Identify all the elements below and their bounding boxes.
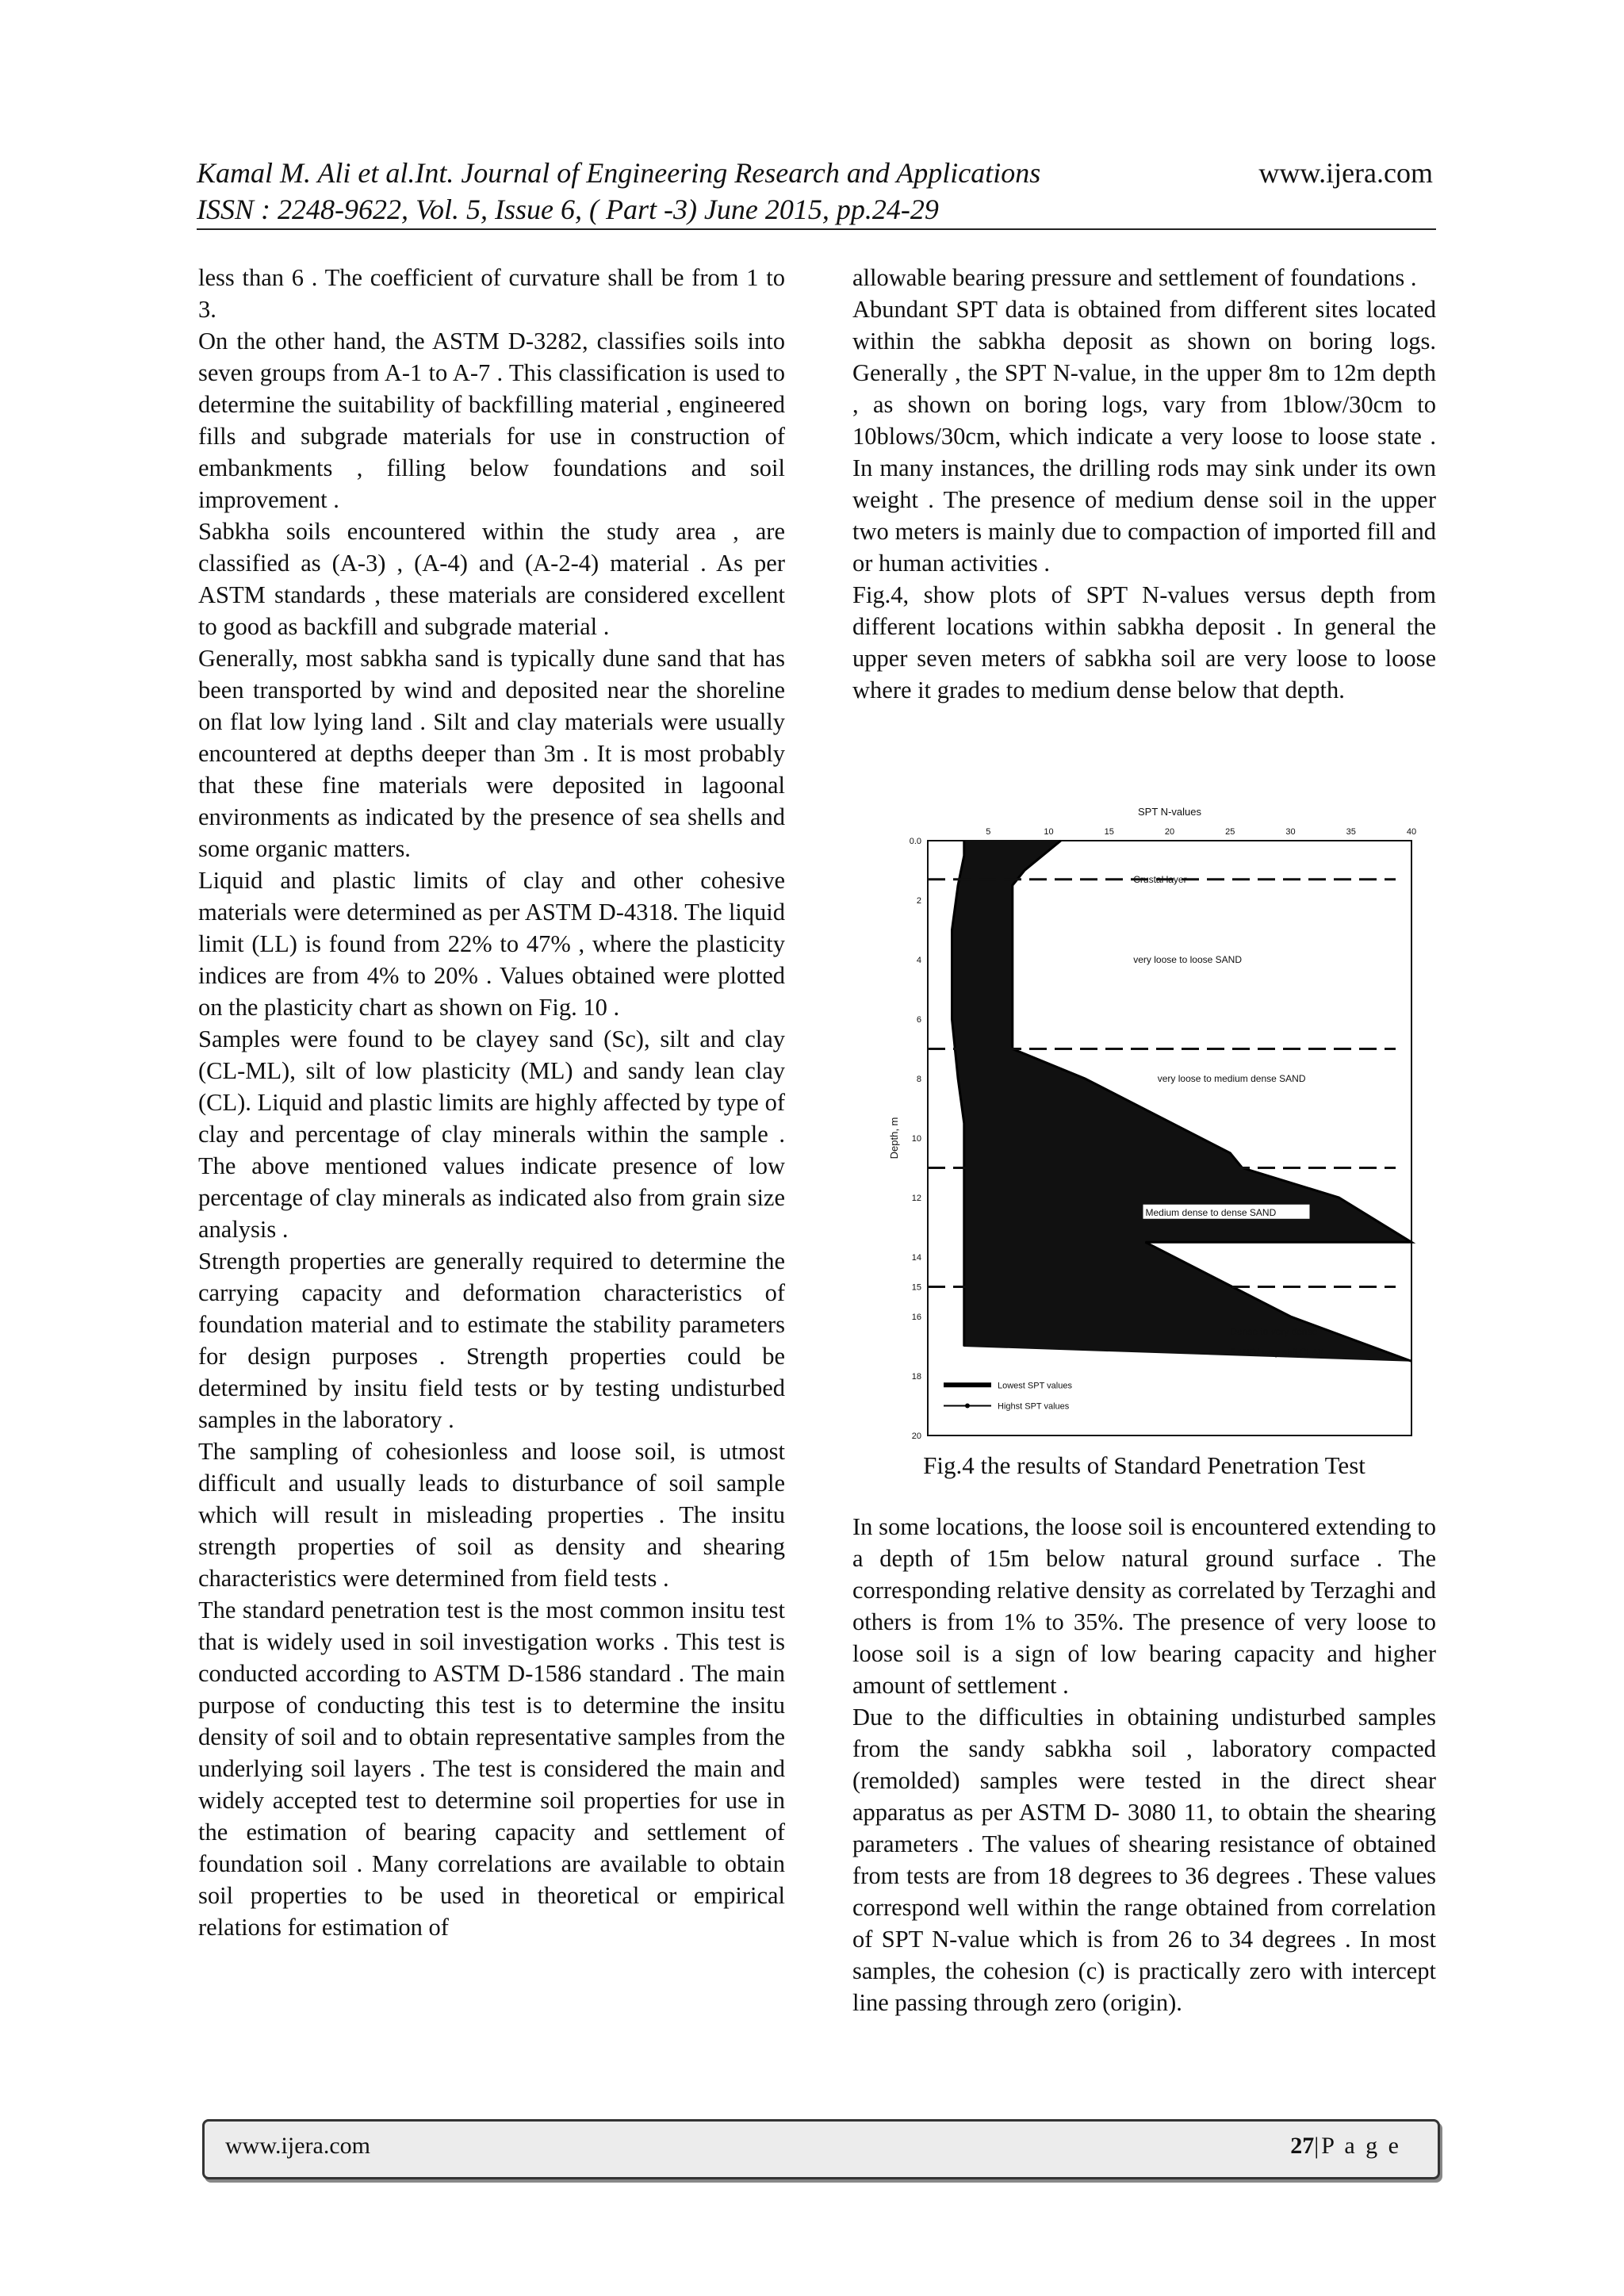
paragraph: In some locations, the loose soil is encountered extending to a depth of 15m below natural ground surface . The corresponding relative density as correlated by Terzaghi and others is from 1% to 35%. The presence of very loose to loose soil is a sign of low bearing capacity and higher amount of settlement . <box>852 1513 1436 1699</box>
layer-label: very loose to medium dense SAND <box>1157 1073 1306 1084</box>
y-axis-label: Depth, m <box>888 1117 900 1159</box>
page-num: 27 <box>1290 2133 1315 2159</box>
paragraph: allowable bearing pressure and settlement of foundations . <box>852 264 1417 291</box>
page-footer <box>202 2119 1440 2179</box>
y-tick-label: 15 <box>911 1282 921 1293</box>
spt-chart <box>880 801 1427 1443</box>
x-tick-label: 40 <box>1406 827 1417 837</box>
layer-label: Crustal layer <box>1133 873 1187 885</box>
right-column-top <box>852 262 1436 706</box>
y-tick-label: 12 <box>911 1194 921 1203</box>
figure-caption: Fig.4 the results of Standard Penetration Test <box>923 1451 1365 1479</box>
page-number <box>1290 2133 1401 2160</box>
legend-highest-marker <box>965 1404 970 1409</box>
paragraph: Fig.4, show plots of SPT N-values versus depth from different locations within sabkha deposit . In general the upper seven meters of sabkha soil are very loose to loose where it grades to medium dense below that depth. <box>852 581 1436 703</box>
layer-label: Medium dense to dense SAND <box>1145 1206 1277 1218</box>
paragraph: The standard penetration test is the most common insitu test that is widely used in soil investigation works . This test is conducted according to ASTM D-1586 standard . The main purpose of conducting this test is to determine the insitu density of soil and to obtain representative samples from the underlying soil layers . The test is considered the main and widely accepted test to determine soil properties for use in the estimation of bearing capacity and settlement of foundation soil . Many correlations are available to obtain soil properties to be used in theoretical or empirical relations for estimation of <box>198 1596 785 1941</box>
y-tick-label: 0.0 <box>909 837 921 846</box>
y-tick-label: 20 <box>911 1432 921 1441</box>
paragraph: less than 6 . The coefficient of curvature shall be from 1 to 3. <box>198 264 785 323</box>
footer-site[interactable]: www.ijera.com <box>225 2133 370 2159</box>
y-tick-label: 8 <box>916 1075 921 1084</box>
journal-line-2: ISSN : 2248-9622, Vol. 5, Issue 6, ( Part -3) June 2015, pp.24-29 <box>197 194 939 225</box>
x-tick-label: 20 <box>1164 827 1175 837</box>
chart-title: SPT N-values <box>1138 806 1201 818</box>
x-tick-label: 35 <box>1346 827 1356 837</box>
layer-label: very loose to loose SAND <box>1133 954 1242 965</box>
page-header <box>197 155 1436 228</box>
legend-highest-label: Highst SPT values <box>998 1401 1070 1412</box>
paragraph: Due to the difficulties in obtaining undisturbed samples from the sandy sabkha soil , laboratory compacted (remolded) samples were tested in the direct shear apparatus as per ASTM D- 3080 11, to obtain the shearing parameters . The values of shearing resistance of obtained from tests are from 18 degrees to 36 degrees . These values correspond well within the range obtained from correlation of SPT N-value which is from 26 to 34 degrees . In most samples, the cohesion (c) is practically zero with intercept line passing through zero (origin). <box>852 1704 1436 2016</box>
page-word: |P a g e <box>1314 2133 1401 2159</box>
paragraph: Samples were found to be clayey sand (Sc), silt and clay (CL-ML), silt of low plasticity (ML) and sandy lean clay (CL). Liquid and plastic limits are highly affected by type of clay and percentage of clay minerals within the sample . The above mentioned values indicate presence of low percentage of clay minerals as indicated also from grain size analysis . <box>198 1025 785 1243</box>
left-column <box>198 262 785 1943</box>
y-tick-label: 18 <box>911 1372 921 1382</box>
y-tick-label: 6 <box>916 1015 921 1025</box>
paragraph: Sabkha soils encountered within the study area , are classified as (A-3) , (A-4) and (A-2-4) material . As per ASTM standards , these materials are considered excellent to good as backfill and subgrade material . <box>198 518 785 640</box>
layer-label: SAND/ very stiff CLAY <box>1230 1347 1324 1358</box>
paragraph: Abundant SPT data is obtained from different sites located within the sabkha deposit as shown on boring logs. Generally , the SPT N-value, in the upper 8m to 12m depth , as shown on boring logs, vary from 1blow/30cm to 10blows/30cm, which indicate a very loose to loose state . In many instances, the drilling rods may sink under its own weight . The presence of medium dense soil in the upper two meters is mainly due to compaction of imported fill and or human activities . <box>852 296 1436 577</box>
y-tick-label: 10 <box>911 1134 921 1144</box>
y-tick-label: 2 <box>916 896 921 906</box>
header-rule <box>197 228 1436 230</box>
spt-figure <box>880 801 1427 1443</box>
y-tick-label: 4 <box>916 956 921 965</box>
legend-lowest-label: Lowest SPT values <box>998 1381 1072 1391</box>
layer-label: Dense to very dense <box>1230 1325 1318 1337</box>
paragraph: Generally, most sabkha sand is typically dune sand that has been transported by wind and deposited near the shoreline on flat low lying land . Silt and clay materials were usually encountered at depths deeper than 3m . It is most probably that these fine materials were deposited in lagoonal environments as indicated by the presence of sea shells and some organic matters. <box>198 645 785 862</box>
x-tick-label: 30 <box>1285 827 1296 837</box>
paragraph: Strength properties are generally required to determine the carrying capacity and deformation characteristics of foundation material and to estimate the stability parameters for design purposes . Strength properties could be determined by insitu field tests or by testing undisturbed samples in the laboratory . <box>198 1248 785 1433</box>
y-tick-label: 14 <box>911 1253 921 1263</box>
paragraph: The sampling of cohesionless and loose soil, is utmost difficult and usually leads to disturbance of soil sample which will result in misleading properties . The insitu strength properties of soil as density and shearing characteristics were determined from field tests . <box>198 1438 785 1592</box>
x-tick-label: 25 <box>1225 827 1235 837</box>
paragraph: Liquid and plastic limits of clay and other cohesive materials were determined as per ASTM D-4318. The liquid limit (LL) is found from 22% to 47% , where the plasticity indices are from 4% to 20% . Values obtained were plotted on the plasticity chart as shown on Fig. 10 . <box>198 867 785 1021</box>
spt-range-band <box>952 841 1412 1361</box>
header-site[interactable]: www.ijera.com <box>1258 157 1433 189</box>
y-tick-label: 16 <box>911 1313 921 1322</box>
x-tick-label: 10 <box>1044 827 1054 837</box>
x-tick-label: 5 <box>986 827 991 837</box>
journal-line-1: Kamal M. Ali et al.Int. Journal of Engineering Research and Applications <box>197 157 1041 189</box>
paragraph: On the other hand, the ASTM D-3282, classifies soils into seven groups from A-1 to A-7 . This classification is used to determine the suitability of backfilling material , engineered fills and subgrade materials for use in construction of embankments , filling below foundations and soil improvement . <box>198 328 785 513</box>
x-tick-label: 15 <box>1104 827 1114 837</box>
right-column-bottom <box>852 1511 1436 2018</box>
